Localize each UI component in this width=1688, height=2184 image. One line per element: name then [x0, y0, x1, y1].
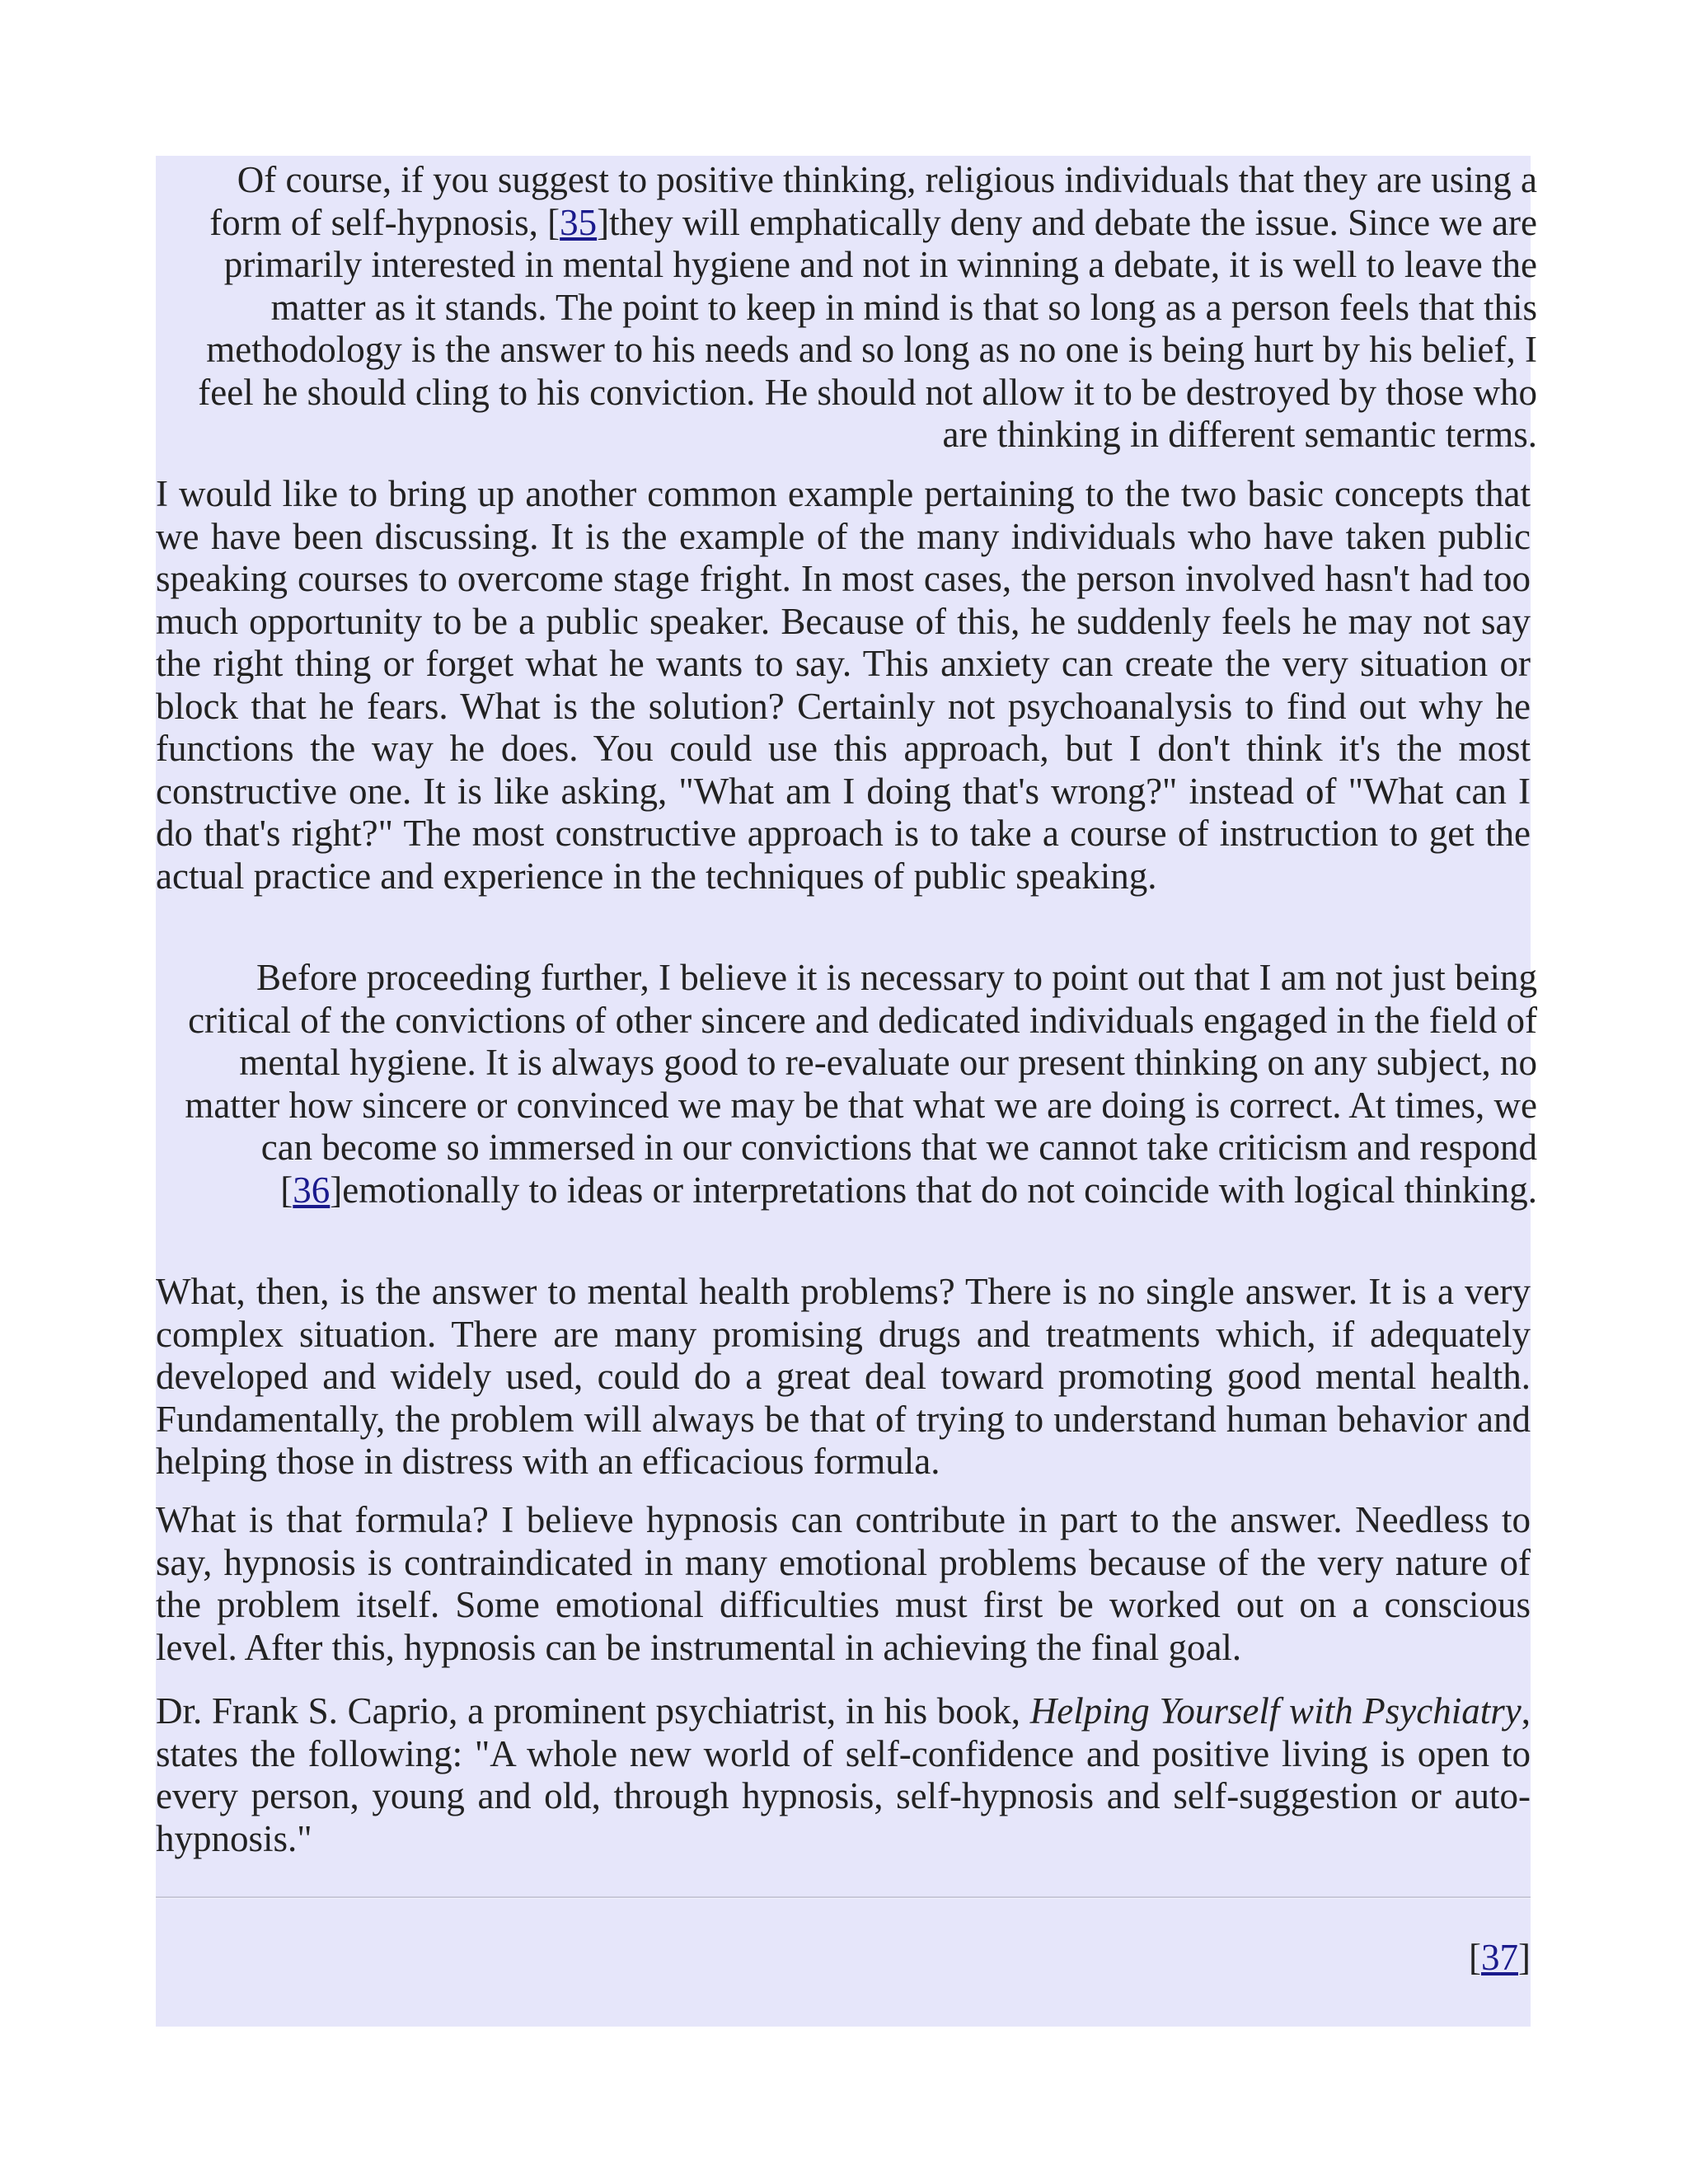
- paragraph-self-hypnosis-denial: Of course, if you suggest to positive thinking, religious individuals that they are using a form of self-hypnosis, [35]they will emphatically deny and debate the issue. Since we are primarily interested in mental hygiene and not in winning a debate, it is well to leave the matter as it stands. The point to keep in mind is that so long as a person feels that this methodology is the answer to his needs and so long as no one is being hurt by his belief, I feel he should cling to his conviction. He should not allow it to be destroyed by those who are thinking in different semantic terms.: [198, 159, 1537, 455]
- paragraph-before-proceeding: Before proceeding further, I believe it is necessary to point out that I am not just being critical of the convictions of other sincere and dedicated individuals engaged in the field of mental hygiene. It is always good to re-evaluate our present thinking on any subject, no matter how sincere or convinced we may be that what we are doing is correct. At times, we can become so immersed in our convictions that we cannot take criticism and respond [36]emotionally to ideas or interpretations that do not coincide with logical thinking.: [185, 957, 1537, 1211]
- paragraph-public-speaking: I would like to bring up another common example pertaining to the two basic concepts that we have been discussing. It is the example of the many individuals who have taken public speaking courses to overcome stage fright. In most cases, the person involved hasn't had too much opportunity to be a public speaker. Because of this, he suddenly feels he may not say the right thing or forget what he wants to say. This anxiety can create the very situation or block that he fears. What is the solution? Certainly not psychoanalysis to find out why he functions the way he does. You could use this approach, but I don't think it's the most constructive one. It is like asking, "What am I doing that's wrong?" instead of "What can I do that's right?" The most constructive approach is to take a course of instruction to get the actual practice and experience in the techniques of public speaking.: [156, 473, 1531, 897]
- page-link-36[interactable]: 36: [293, 1169, 331, 1211]
- paragraph-caprio-quote: [156, 1690, 1531, 1860]
- book-title: Helping Yourself with Psychiatry: [1029, 1690, 1522, 1732]
- paragraph-text: they will emphatically deny and debate the issue. Since we are primarily interested in mental hygiene and not in winning a debate, it is well to leave the matter as it stands. The point to keep in mind is that so long as a person feels that this methodology is the answer to his needs and so long as no one is being hurt by his belief, I feel he should cling to his conviction. He should not allow it to be destroyed by those who are thinking in different semantic terms.: [198, 201, 1537, 455]
- paragraph-text: , states the following: "A whole new world of self-confidence and positive living is open to every person, young and old, through hypnosis, self-hypnosis and self-suggestion or auto-hypnosis.": [156, 1690, 1531, 1859]
- page-link-37[interactable]: 37: [1481, 1937, 1518, 1978]
- page-number-footer: [37]: [1469, 1937, 1531, 1978]
- paragraph-text: Of course, if you suggest to positive thinking, religious individuals that they are using a form of self-hypnosis,: [209, 159, 1537, 243]
- paragraph-text: Before proceeding further, I believe it is necessary to point out that I am not just being critical of the convictions of other sincere and dedicated individuals engaged in the field of mental hygiene. It is always good to re-evaluate our present thinking on any subject, no matter how sincere or convinced we may be that what we are doing is correct. At times, we can become so immersed in our convictions that we cannot take criticism and respond: [185, 957, 1537, 1168]
- page-link-35[interactable]: 35: [560, 201, 598, 243]
- paragraph-text: emotionally to ideas or interpretations that do not coincide with logical thinking.: [342, 1169, 1537, 1211]
- paragraph-text: Dr. Frank S. Caprio, a prominent psychiatrist, in his book,: [156, 1690, 1030, 1732]
- horizontal-rule: [156, 1896, 1531, 1899]
- text-block: [156, 156, 1537, 2027]
- paragraph-mental-health-answer: What, then, is the answer to mental health problems? There is no single answer. It is a very complex situation. There are many promising drugs and treatments which, if adequately developed and widely used, could do a great deal toward promoting good mental health. Fundamentally, the problem will always be that of trying to understand human behavior and helping those in distress with an efficacious formula.: [156, 1271, 1531, 1482]
- paragraph-formula: What is that formula? I believe hypnosis can contribute in part to the answer. Needless to say, hypnosis is contraindicated in many emotional problems because of the very nature of the problem itself. Some emotional difficulties must first be worked out on a conscious level. After this, hypnosis can be instrumental in achieving the final goal.: [156, 1499, 1531, 1668]
